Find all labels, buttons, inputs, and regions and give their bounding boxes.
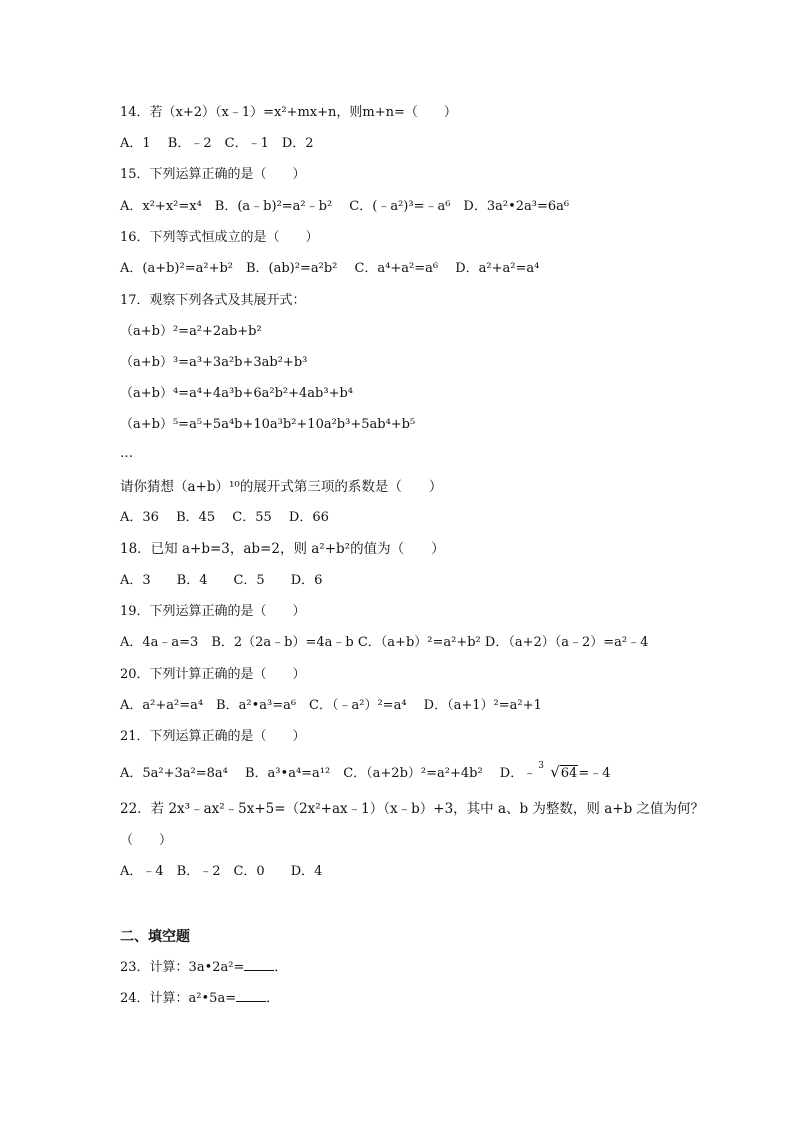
question-14-stem: 14．若（x+2）（x﹣1）=x²+mx+n，则m+n=（ ） <box>120 105 457 120</box>
root-radicand: 64 <box>560 766 578 781</box>
expansion-line: （a+b）³=a³+3a²b+3ab²+b³ <box>120 355 308 370</box>
question-15-stem: 15．下列运算正确的是（ ） <box>120 167 306 182</box>
question-23-prefix: 23．计算：3a•2a²= <box>120 960 245 975</box>
question-24-suffix: ． <box>266 991 280 1006</box>
question-23 <box>120 958 287 976</box>
question-23-suffix: ． <box>274 960 288 975</box>
question-21-options <box>120 761 611 782</box>
answer-blank[interactable] <box>244 958 274 971</box>
question-16-stem: 16．下列等式恒成立的是（ ） <box>120 230 319 245</box>
question-21-options-prefix: A．5a²+3a²=8a⁴ B．a³•a⁴=a¹² C．（a+2b）²=a²+4b² D．﹣ <box>120 766 537 781</box>
expansion-line: （a+b）⁵=a⁵+5a⁴b+10a³b²+10a²b³+5ab⁴+b⁵ <box>120 417 416 432</box>
question-24 <box>120 989 279 1007</box>
question-14-options: A．1 B．﹣2 C．﹣1 D．2 <box>120 136 314 151</box>
question-17-question: 请你猜想（a+b）¹⁰的展开式第三项的系数是（ ） <box>120 479 443 495</box>
answer-blank[interactable] <box>236 989 266 1002</box>
radical-icon: √ <box>550 763 560 781</box>
root-index: 3 <box>538 761 544 771</box>
expansion-line: （a+b）²=a²+2ab+b² <box>120 324 262 339</box>
question-21-options-suffix: =﹣4 <box>578 766 611 781</box>
question-24-prefix: 24．计算：a²•5a= <box>120 991 237 1006</box>
cube-root <box>538 761 578 782</box>
question-17-options: A．36 B．45 C．55 D．66 <box>120 510 329 525</box>
question-20-stem: 20．下列计算正确的是（ ） <box>120 667 306 682</box>
expansion-line: （a+b）⁴=a⁴+4a³b+6a²b²+4ab³+b⁴ <box>120 386 354 401</box>
section-heading: 二、填空题 <box>120 929 190 945</box>
question-17-stem: 17．观察下列各式及其展开式： <box>120 293 306 308</box>
question-22-stem: 22．若 2x³﹣ax²﹣5x+5=（2x²+ax﹣1）（x﹣b）+3，其中 a、b 为整数，则 a+b 之值为何？ <box>120 801 705 817</box>
question-19-options: A．4a﹣a=3 B．2（2a﹣b）=4a﹣b C．（a+b）²=a²+b² D．（a+2）（a﹣2）=a²﹣4 <box>120 635 649 650</box>
question-20-options: A．a²+a²=a⁴ B．a²•a³=a⁶ C．（﹣a²）²=a⁴ D．（a+1）²=a²+1 <box>120 698 542 713</box>
question-21-stem: 21．下列运算正确的是（ ） <box>120 729 306 744</box>
ellipsis: … <box>120 446 133 461</box>
question-16-options: A．(a+b)²=a²+b² B．(ab)²=a²b² C．a⁴+a²=a⁶ D．a²+a²=a⁴ <box>120 261 540 276</box>
question-18-stem: 18．已知 a+b=3，ab=2，则 a²+b²的值为（ ） <box>120 541 445 557</box>
question-18-options: A．3 B．4 C．5 D．6 <box>120 573 323 588</box>
question-22-stem-continued: （ ） <box>120 833 173 848</box>
question-22-options: A．﹣4 B．﹣2 C．0 D．4 <box>120 864 323 879</box>
question-15-options: A．x²+x²=x⁴ B．(a﹣b)²=a²﹣b² C．(﹣a²)³=﹣a⁶ D．3a²•2a³=6a⁶ <box>120 199 570 214</box>
question-19-stem: 19．下列运算正确的是（ ） <box>120 604 306 619</box>
